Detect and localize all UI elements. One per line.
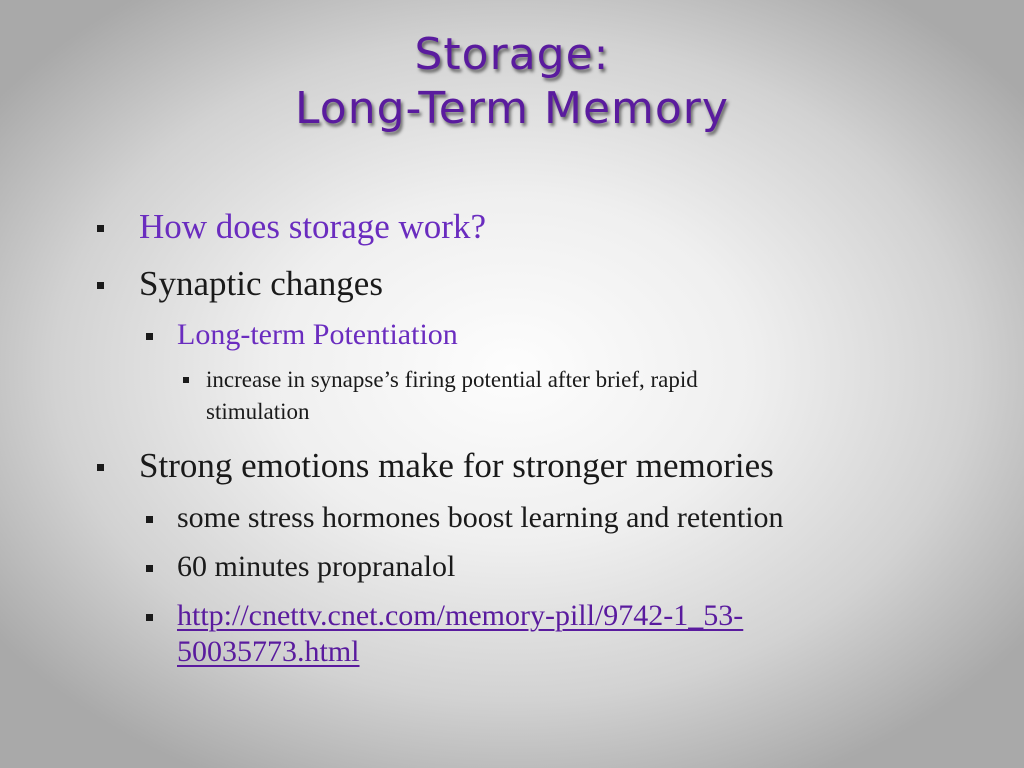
sub-bullet-marker [146,333,153,340]
sub-bullet-propranalol: 60 minutes propranalol [177,550,456,583]
bullet-strong-emotions: Strong emotions make for stronger memories [139,446,774,485]
sub-bullet-marker [146,565,153,572]
bullet-marker [97,464,104,471]
link-line-1[interactable]: http://cnettv.cnet.com/memory-pill/9742-1_53- [177,599,744,632]
title-line-2: Long-Term Memory [295,83,729,134]
sub-bullet-stress-hormones: some stress hormones boost learning and retention [177,501,784,534]
slide-title [0,28,1024,136]
synapse-firing-line-2: stimulation [206,399,310,424]
sub-bullet-marker [146,516,153,523]
link-line-2[interactable]: 50035773.html [177,635,360,668]
sub-bullet-marker [146,614,153,621]
bullet-marker [97,225,104,232]
bullet-synaptic-changes: Synaptic changes [139,264,383,303]
sub-sub-bullet-marker [183,377,189,383]
sub-sub-bullet-synapse-firing [206,364,698,428]
bullet-marker [97,282,104,289]
synapse-firing-line-1: increase in synapse’s firing potential after brief, rapid [206,367,698,392]
sub-bullet-long-term-potentiation: Long-term Potentiation [177,318,458,351]
bullet-how-does-storage-work: How does storage work? [139,207,486,246]
memory-pill-link[interactable] [177,598,743,670]
title-line-1: Storage: [414,29,610,80]
